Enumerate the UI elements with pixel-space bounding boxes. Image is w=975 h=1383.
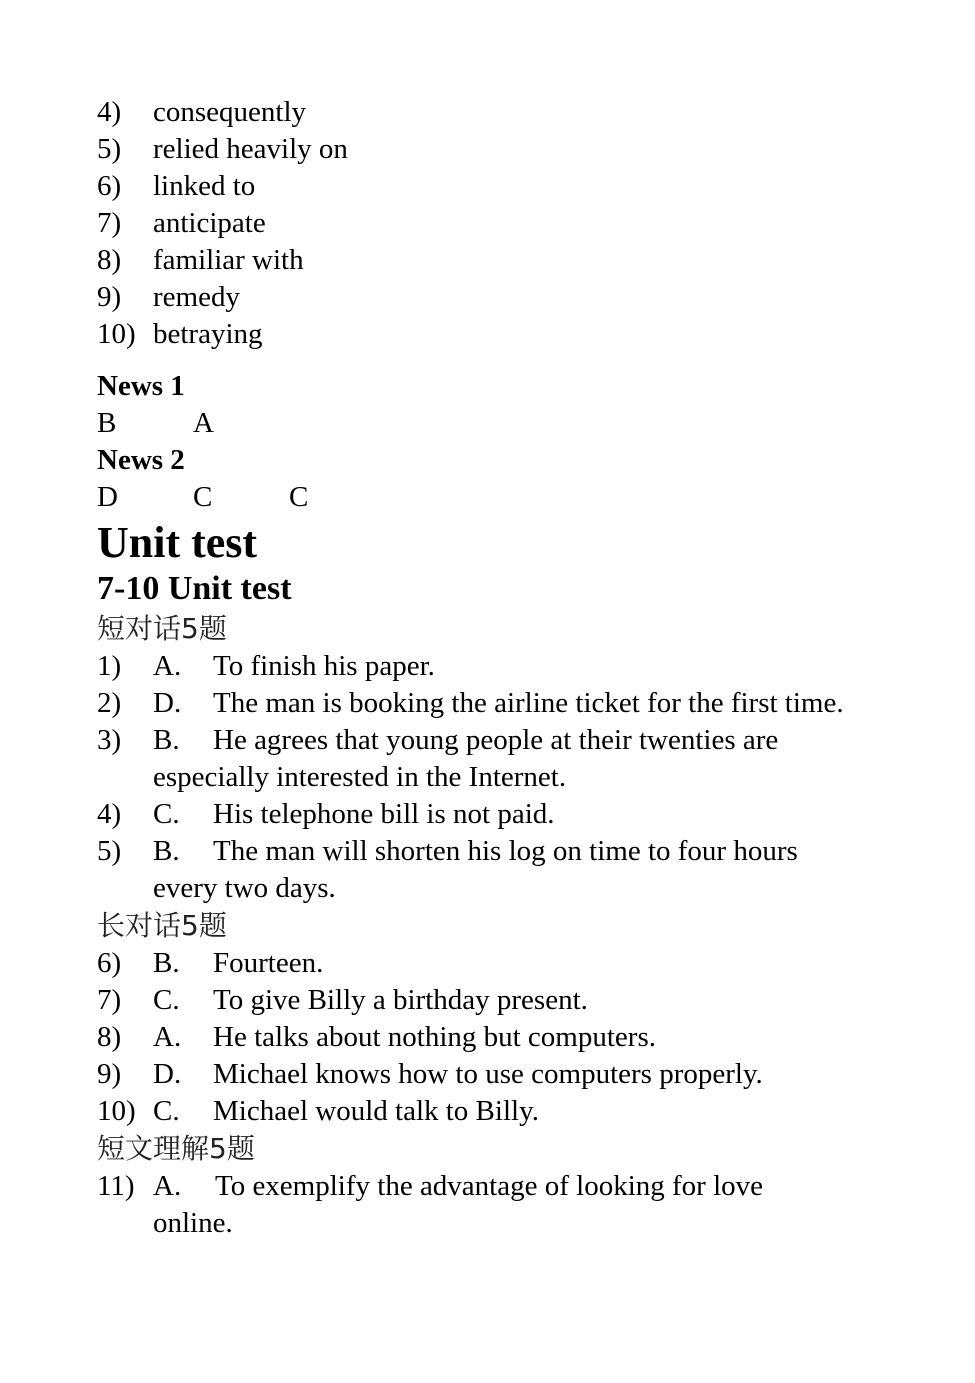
short-dialogs-list bbox=[97, 648, 975, 907]
answer-letter: C bbox=[193, 481, 213, 513]
list-item: 5) relied heavily on bbox=[97, 133, 348, 165]
list-item: 2) D. The man is booking the airline ticket for the first time. bbox=[97, 687, 844, 719]
list-item: 4) C. His telephone bill is not paid. bbox=[97, 798, 555, 830]
list-item: 8) familiar with bbox=[97, 244, 304, 276]
section-passages-heading: 短文理解5题 bbox=[97, 1132, 255, 1165]
list-item: 8) A. He talks about nothing but computers. bbox=[97, 1021, 656, 1053]
list-item: 7) C. To give Billy a birthday present. bbox=[97, 984, 588, 1016]
passages-list bbox=[97, 1168, 975, 1242]
list-item: 10) C. Michael would talk to Billy. bbox=[97, 1095, 539, 1127]
answer-letter: C bbox=[289, 481, 309, 513]
list-item: 4) consequently bbox=[97, 96, 307, 128]
list-item: 9) D. Michael knows how to use computers properly. bbox=[97, 1058, 763, 1090]
list-item: 7) anticipate bbox=[97, 207, 266, 239]
news-2-heading: News 2 bbox=[97, 444, 185, 476]
list-item: 9) remedy bbox=[97, 281, 240, 313]
unit-test-title: Unit test bbox=[97, 518, 258, 567]
list-item: 6) linked to bbox=[97, 170, 256, 202]
news-1-answers bbox=[97, 405, 975, 442]
answer-letter: A bbox=[193, 407, 214, 439]
list-item: 11) A. To exemplify the advantage of looking for love online. bbox=[97, 1170, 763, 1239]
answer-letter: B bbox=[97, 407, 117, 439]
news-1-heading: News 1 bbox=[97, 370, 185, 402]
list-item: 1) A. To finish his paper. bbox=[97, 650, 435, 682]
list-item: 3) B. He agrees that young people at their twenties are especially interested in the Internet. bbox=[97, 724, 779, 793]
long-dialogs-list bbox=[97, 945, 975, 1130]
answer-letter: D bbox=[97, 481, 118, 513]
section-short-dialogs-heading: 短对话5题 bbox=[97, 612, 227, 645]
list-item: 6) B. Fourteen. bbox=[97, 947, 324, 979]
list-item: 5) B. The man will shorten his log on time to four hours every two days. bbox=[97, 835, 798, 904]
list-item: 10) betraying bbox=[97, 318, 263, 350]
vocab-list bbox=[97, 94, 975, 353]
section-long-dialogs-heading: 长对话5题 bbox=[97, 909, 227, 942]
unit-test-subtitle: 7-10 Unit test bbox=[97, 570, 292, 607]
news-2-answers bbox=[97, 479, 975, 516]
